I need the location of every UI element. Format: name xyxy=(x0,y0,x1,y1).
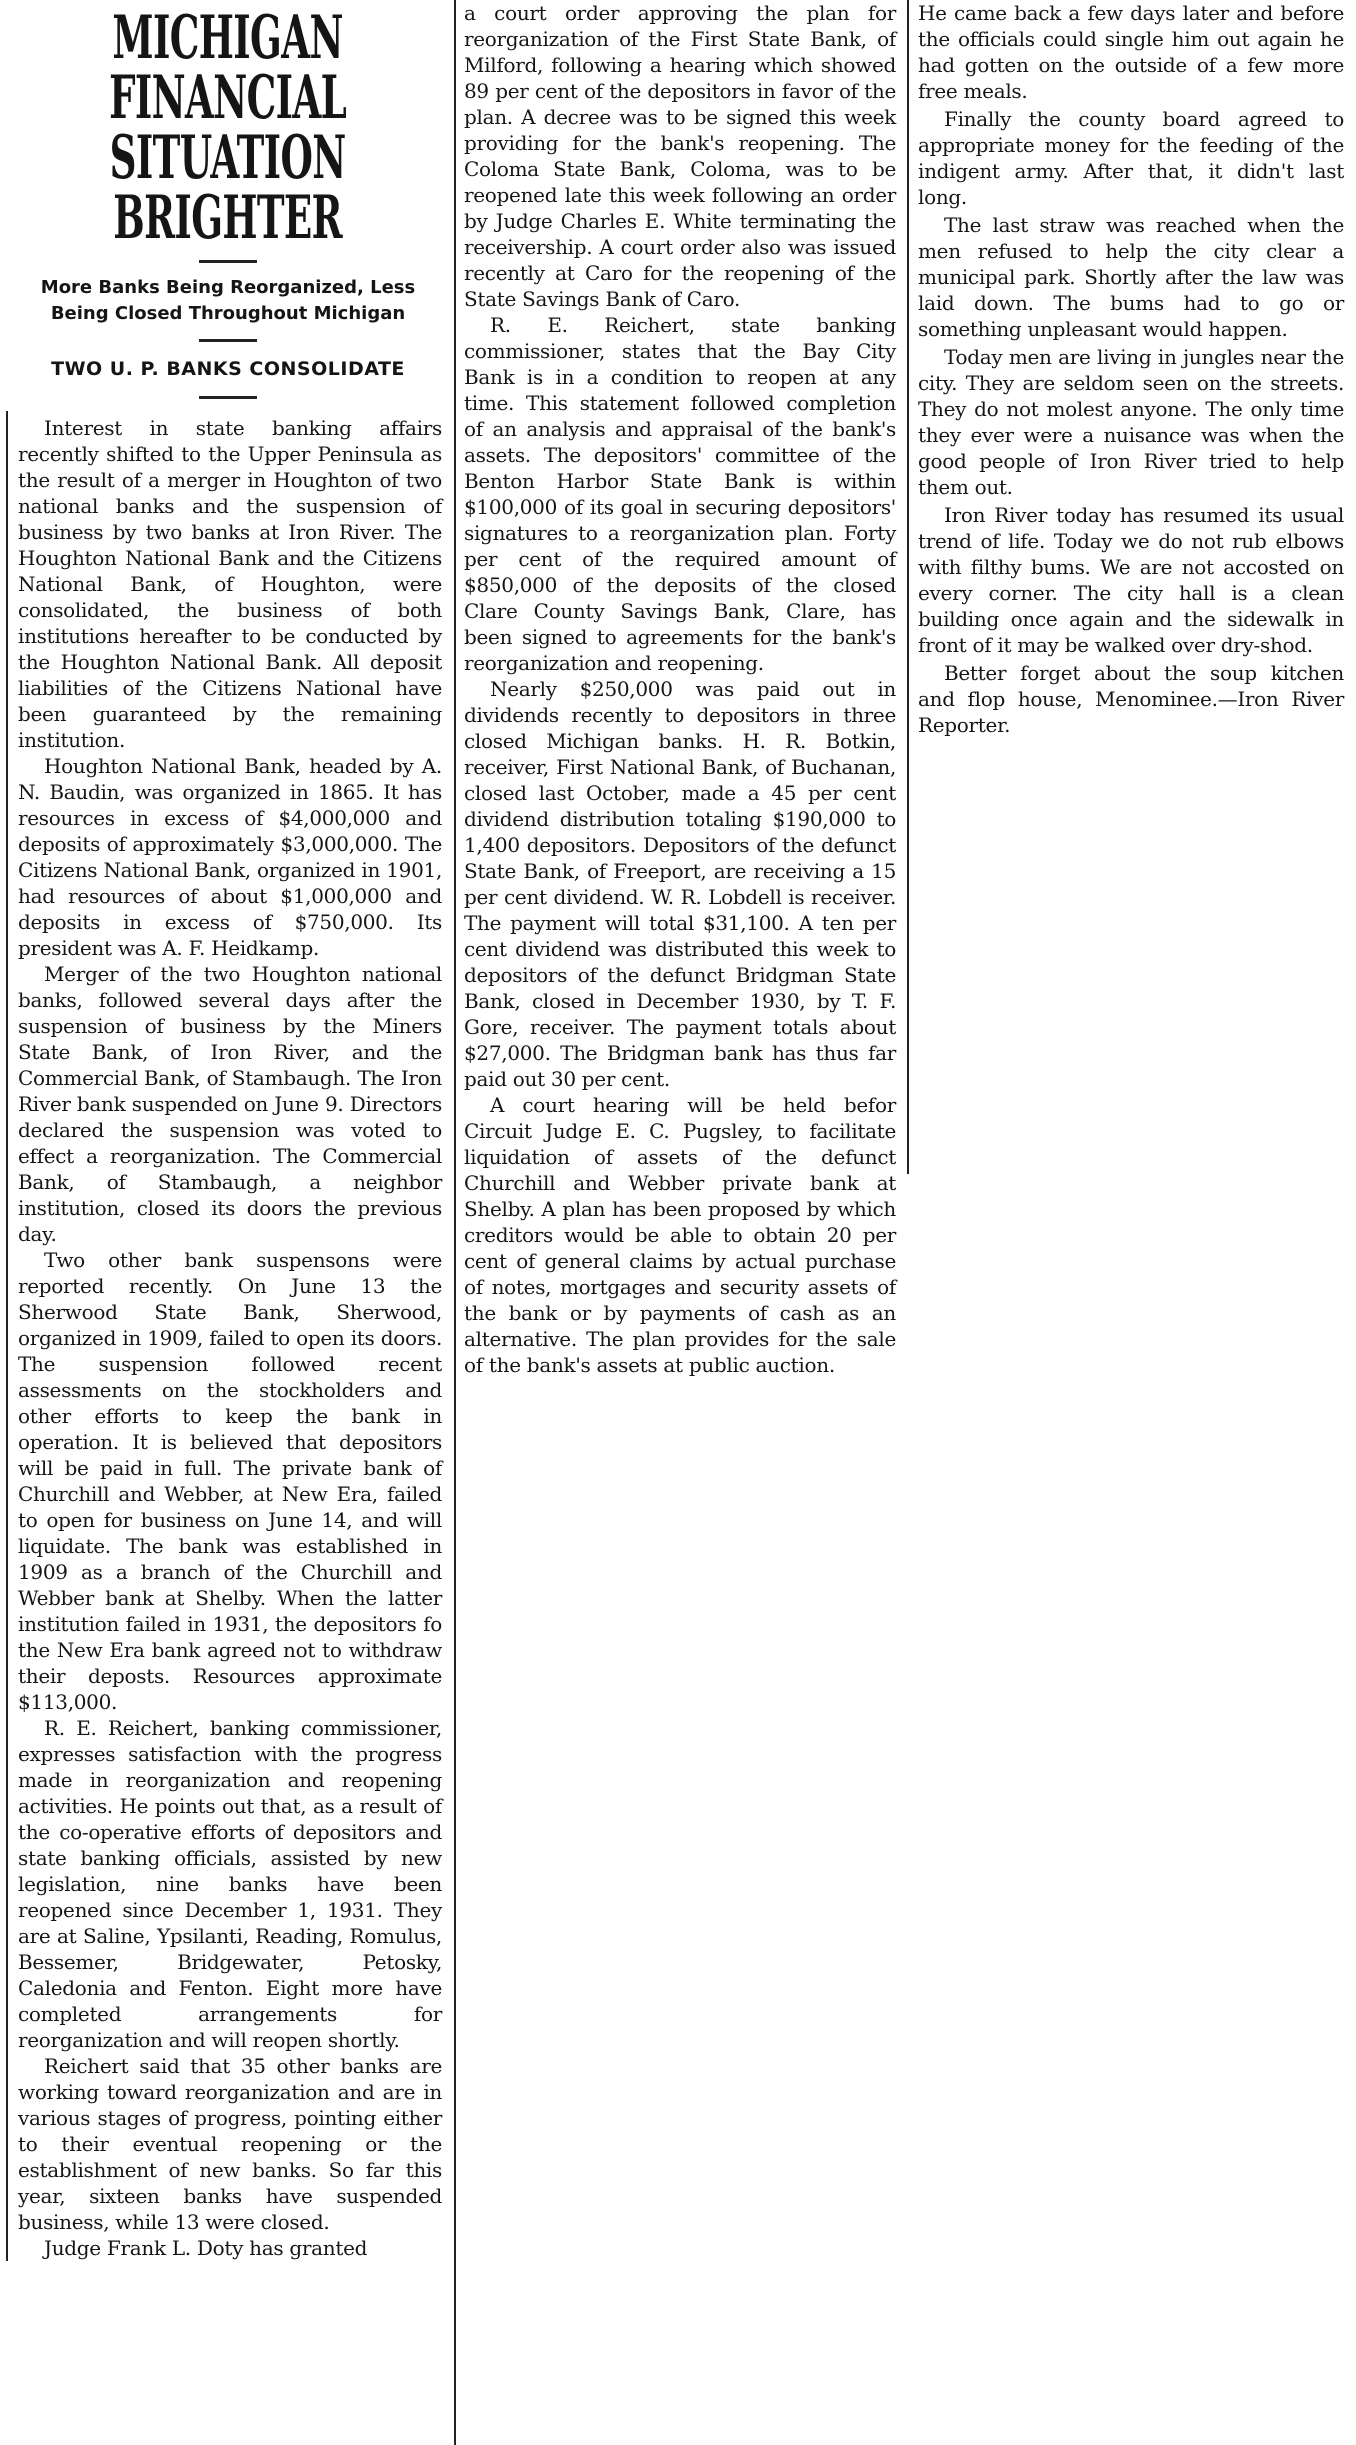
paragraph: Judge Frank L. Doty has granted xyxy=(44,2236,368,2260)
paragraph: Finally the county board agreed to appropriate money for the feeding of the indigent army. After that, it didn't last long. xyxy=(918,107,1344,209)
paragraph: He came back a few days later and before the officials could single him out again he had gotten on the outside of a few more free meals. xyxy=(918,1,1344,103)
paragraph: Nearly $250,000 was paid out in dividends recently to depositors in three closed Michigan banks. H. R. Botkin, receiver, First National Bank, of Buchanan, closed last October, made a 45 per cent dividend distribution totaling $190,000 to 1,400 depositors. Depositors of the defunct State Bank, of Freeport, are receiving a 15 per cent dividend. W. R. Lobdell is receiver. The payment will total $31,100. A ten per cent dividend was distributed this week to depositors of the defunct Bridgman State Bank, closed in December 1930, by T. F. Gore, receiver. The payment totals about $27,000. The Bridgman bank has thus far paid out 30 per cent. xyxy=(464,677,896,1091)
column-rule xyxy=(907,0,909,1174)
paragraph: a court order approving the plan for reorganization of the First State Bank, of Milford, following a hearing which showed 89 per cent of the depositors in favor of the plan. A decree was to be signed this week providing for the bank's reopening. The Coloma State Bank, Coloma, was to be reopened late this week following an order by Judge Charles E. White terminating the receivership. A court order also was issued recently at Caro for the reopening of the State Savings Bank of Caro. xyxy=(464,1,896,311)
column-2-body xyxy=(458,0,904,1378)
section-heading: TWO U. P. BANKS CONSOLIDATE xyxy=(51,358,405,380)
column-2 xyxy=(458,0,904,1378)
paragraph: Reichert said that 35 other banks are working toward reorganization and are in various stages of progress, pointing either to their eventual reopening or the establishment of new banks. So far this year, sixteen banks have suspended business, while 13 were closed. xyxy=(18,2054,442,2234)
paragraph: Better forget about the soup kitchen and flop house, Menominee.—Iron River Reporter. xyxy=(918,661,1344,737)
divider-dash xyxy=(199,339,257,342)
paragraph: Houghton National Bank, headed by A. N. Baudin, was organized in 1865. It has resources in excess of $4,000,000 and deposits of approximately $3,000,000. The Citizens National Bank, organized in 1901, had resources of about $1,000,000 and deposits in excess of $750,000. Its president was A. F. Heidkamp. xyxy=(18,754,442,960)
paragraph: Merger of the two Houghton national banks, followed several days after the suspension of business by the Miners State Bank, of Iron River, and the Commercial Bank, of Stambaugh. The Iron River bank suspended on June 9. Directors declared the suspension was voted to effect a reorganization. The Commercial Bank, of Stambaugh, a neighbor institution, closed its doors the previous day. xyxy=(18,962,442,1246)
paragraph: Two other bank suspensons were reported recently. On June 13 the Sherwood State Bank, Sherwood, organized in 1909, failed to open its doors. The suspension followed recent assessments on the stockholders and other efforts to keep the bank in operation. It is believed that depositors will be paid in full. The private bank of Churchill and Webber, at New Era, failed to open for business on June 14, and will liquidate. The bank was established in 1909 as a branch of the Churchill and Webber bank at Shelby. When the latter institution failed in 1931, the depositors fo the New Era bank agreed not to withdraw their deposts. Resources approximate $113,000. xyxy=(18,1248,442,1714)
paragraph: A court hearing will be held befor Circuit Judge E. C. Pugsley, to facilitate liquidation of assets of the defunct Churchill and Webber private bank at Shelby. A plan has been proposed by which creditors would be able to obtain 20 per cent of general claims by actual purchase of notes, mortgages and security assets of the bank or by payments of cash as an alternative. The plan provides for the sale of the bank's assets at public auction. xyxy=(464,1093,896,1377)
column-3-body xyxy=(912,0,1352,738)
subheadline: More Banks Being Reorganized, Less Being Closed Throughout Michigan xyxy=(40,277,416,324)
headline: MICHIGAN FINANCIAL SITUATION BRIGHTER xyxy=(109,3,347,253)
column-1-body xyxy=(6,411,452,2261)
paragraph: Interest in state banking affairs recently shifted to the Upper Peninsula as the result of a merger in Houghton of two national banks and the suspension of business by two banks at Iron River. The Houghton National Bank and the Citizens National Bank, of Houghton, were consolidated, the business of both institutions hereafter to be conducted by the Houghton National Bank. All deposit liabilities of the Citizens National have been guaranteed by the remaining institution. xyxy=(18,416,442,752)
divider-dash xyxy=(199,260,257,263)
paragraph: Today men are living in jungles near the city. They are seldom seen on the streets. They do not molest anyone. The only time they ever were a nuisance was when the good people of Iron River tried to help them out. xyxy=(918,345,1344,499)
divider-dash xyxy=(199,396,257,399)
paragraph: The last straw was reached when the men refused to help the city clear a municipal park. Shortly after the law was laid down. The bums had to go or something unpleasant would happen. xyxy=(918,213,1344,341)
paragraph: Iron River today has resumed its usual trend of life. Today we do not rub elbows with filthy bums. We are not accosted on every corner. The city hall is a clean building once again and the sidewalk in front of it may be walked over dry-shod. xyxy=(918,503,1344,657)
column-1 xyxy=(4,0,452,2261)
column-rule xyxy=(454,0,456,2445)
paragraph: R. E. Reichert, banking commissioner, expresses satisfaction with the progress made in reorganization and reopening activities. He points out that, as a result of the co-operative efforts of depositors and state banking officials, assisted by new legislation, nine banks have been reopened since December 1, 1931. They are at Saline, Ypsilanti, Reading, Romulus, Bessemer, Bridgewater, Petosky, Caledonia and Fenton. Eight more have completed arrangements for reorganization and will reopen shortly. xyxy=(18,1716,442,2052)
column-3 xyxy=(912,0,1352,740)
paragraph: R. E. Reichert, state banking commissioner, states that the Bay City Bank is in a condition to reopen at any time. This statement followed completion of an analysis and appraisal of the bank's assets. The depositors' committee of the Benton Harbor State Bank is within $100,000 of its goal in securing depositors' signatures to a reorganization plan. Forty per cent of the required amount of $850,000 of the deposits of the closed Clare County Savings Bank, Clare, has been signed to agreements for the bank's reorganization and reopening. xyxy=(464,313,896,675)
